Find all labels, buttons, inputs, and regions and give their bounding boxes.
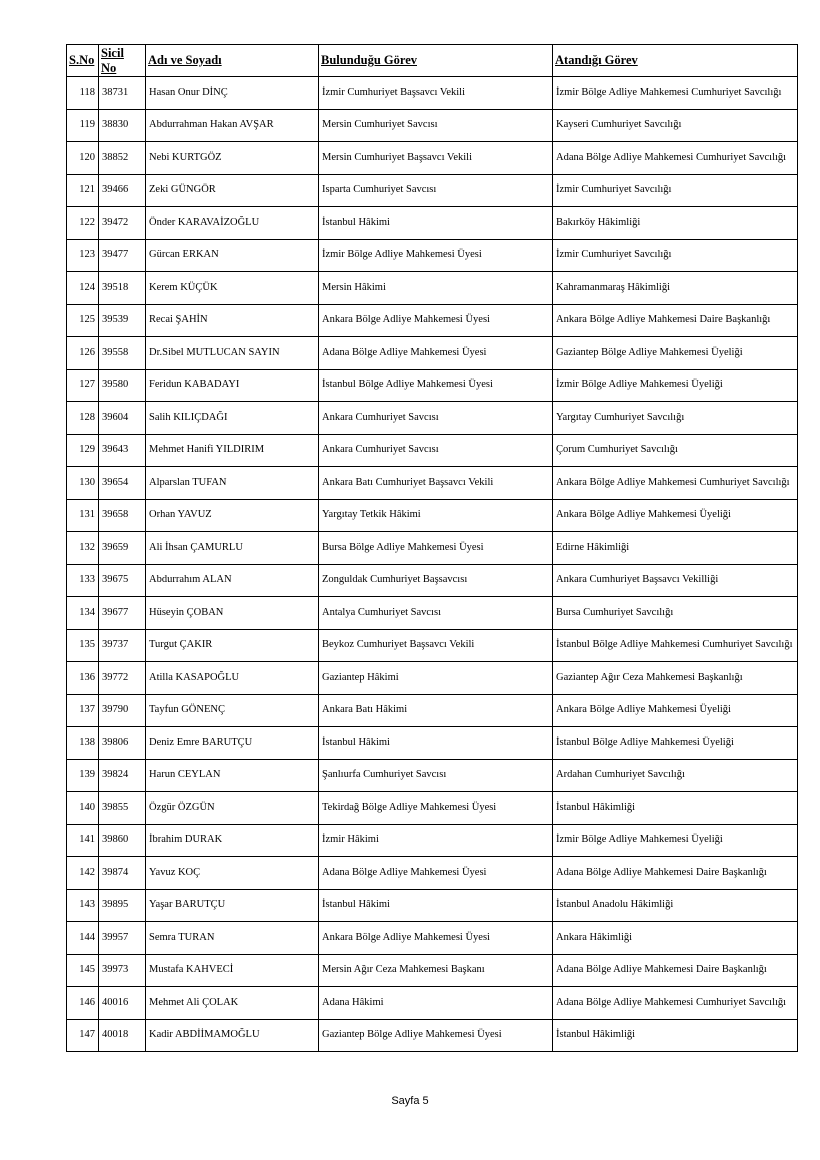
cell-assigned-post: Gaziantep Bölge Adliye Mahkemesi Üyeliği <box>553 337 798 370</box>
cell-name: Mehmet Hanifi YILDIRIM <box>146 434 319 467</box>
header-sno: S.No <box>67 45 99 77</box>
cell-name: Hüseyin ÇOBAN <box>146 597 319 630</box>
cell-name: Feridun KABADAYI <box>146 369 319 402</box>
cell-sno: 125 <box>67 304 99 337</box>
cell-current-post: Ankara Bölge Adliye Mahkemesi Üyesi <box>319 922 553 955</box>
cell-assigned-post: Adana Bölge Adliye Mahkemesi Cumhuriyet Savcılığı <box>553 987 798 1020</box>
cell-assigned-post: Kayseri Cumhuriyet Savcılığı <box>553 109 798 142</box>
cell-sicil: 38731 <box>99 77 146 110</box>
cell-sicil: 39973 <box>99 954 146 987</box>
cell-current-post: Mersin Cumhuriyet Başsavcı Vekili <box>319 142 553 175</box>
table-row <box>67 629 798 662</box>
cell-assigned-post: Bakırköy Hâkimliği <box>553 207 798 240</box>
cell-sicil: 39737 <box>99 629 146 662</box>
cell-name: Deniz Emre BARUTÇU <box>146 727 319 760</box>
cell-sno: 136 <box>67 662 99 695</box>
cell-sicil: 39860 <box>99 824 146 857</box>
cell-sno: 133 <box>67 564 99 597</box>
cell-name: Abdurrahman Hakan AVŞAR <box>146 109 319 142</box>
cell-sno: 122 <box>67 207 99 240</box>
cell-sno: 130 <box>67 467 99 500</box>
table-row <box>67 207 798 240</box>
cell-current-post: Adana Hâkimi <box>319 987 553 1020</box>
cell-assigned-post: İstanbul Hâkimliği <box>553 1019 798 1052</box>
cell-current-post: İstanbul Bölge Adliye Mahkemesi Üyesi <box>319 369 553 402</box>
cell-name: İbrahim DURAK <box>146 824 319 857</box>
cell-sicil: 39558 <box>99 337 146 370</box>
cell-sicil: 39824 <box>99 759 146 792</box>
cell-name: Orhan YAVUZ <box>146 499 319 532</box>
cell-sno: 121 <box>67 174 99 207</box>
table-row <box>67 759 798 792</box>
cell-sicil: 39580 <box>99 369 146 402</box>
cell-sno: 128 <box>67 402 99 435</box>
cell-sicil: 39477 <box>99 239 146 272</box>
table-row <box>67 434 798 467</box>
cell-assigned-post: İzmir Bölge Adliye Mahkemesi Üyeliği <box>553 369 798 402</box>
table-row <box>67 792 798 825</box>
cell-current-post: Adana Bölge Adliye Mahkemesi Üyesi <box>319 337 553 370</box>
table-row <box>67 824 798 857</box>
cell-assigned-post: Ankara Bölge Adliye Mahkemesi Üyeliği <box>553 694 798 727</box>
cell-name: Alparslan TUFAN <box>146 467 319 500</box>
cell-assigned-post: Bursa Cumhuriyet Savcılığı <box>553 597 798 630</box>
cell-sno: 123 <box>67 239 99 272</box>
cell-assigned-post: Yargıtay Cumhuriyet Savcılığı <box>553 402 798 435</box>
cell-name: Nebi KURTGÖZ <box>146 142 319 175</box>
cell-name: Hasan Onur DİNÇ <box>146 77 319 110</box>
table-row <box>67 239 798 272</box>
page-number: Sayfa 5 <box>391 1095 429 1107</box>
cell-current-post: Tekirdağ Bölge Adliye Mahkemesi Üyesi <box>319 792 553 825</box>
cell-sno: 120 <box>67 142 99 175</box>
cell-sicil: 39518 <box>99 272 146 305</box>
cell-sno: 134 <box>67 597 99 630</box>
cell-name: Tayfun GÖNENÇ <box>146 694 319 727</box>
header-current-post: Bulunduğu Görev <box>319 45 553 77</box>
table-row <box>67 564 798 597</box>
cell-current-post: Adana Bölge Adliye Mahkemesi Üyesi <box>319 857 553 890</box>
table-row <box>67 662 798 695</box>
cell-sicil: 39895 <box>99 889 146 922</box>
cell-sicil: 39790 <box>99 694 146 727</box>
cell-name: Atilla KASAPOĞLU <box>146 662 319 695</box>
cell-sicil: 40018 <box>99 1019 146 1052</box>
cell-sicil: 39466 <box>99 174 146 207</box>
table-row <box>67 77 798 110</box>
table-row <box>67 174 798 207</box>
table-row <box>67 402 798 435</box>
table-row <box>67 889 798 922</box>
cell-assigned-post: Çorum Cumhuriyet Savcılığı <box>553 434 798 467</box>
cell-name: Mustafa KAHVECİ <box>146 954 319 987</box>
cell-sno: 140 <box>67 792 99 825</box>
cell-current-post: Mersin Cumhuriyet Savcısı <box>319 109 553 142</box>
cell-name: Abdurrahım ALAN <box>146 564 319 597</box>
cell-current-post: Beykoz Cumhuriyet Başsavcı Vekili <box>319 629 553 662</box>
cell-sicil: 39643 <box>99 434 146 467</box>
table-row <box>67 337 798 370</box>
table-row <box>67 1019 798 1052</box>
cell-sicil: 39604 <box>99 402 146 435</box>
cell-sno: 145 <box>67 954 99 987</box>
cell-assigned-post: İzmir Bölge Adliye Mahkemesi Cumhuriyet Savcılığı <box>553 77 798 110</box>
cell-sno: 129 <box>67 434 99 467</box>
cell-sicil: 39654 <box>99 467 146 500</box>
table-row <box>67 369 798 402</box>
cell-sno: 126 <box>67 337 99 370</box>
table-row <box>67 304 798 337</box>
cell-current-post: İzmir Bölge Adliye Mahkemesi Üyesi <box>319 239 553 272</box>
cell-assigned-post: İstanbul Bölge Adliye Mahkemesi Cumhuriyet Savcılığı <box>553 629 798 662</box>
table-row <box>67 142 798 175</box>
cell-name: Özgür ÖZGÜN <box>146 792 319 825</box>
cell-assigned-post: Ankara Bölge Adliye Mahkemesi Daire Başkanlığı <box>553 304 798 337</box>
table-row <box>67 272 798 305</box>
cell-sno: 144 <box>67 922 99 955</box>
cell-sno: 119 <box>67 109 99 142</box>
cell-sicil: 39472 <box>99 207 146 240</box>
cell-assigned-post: İstanbul Anadolu Hâkimliği <box>553 889 798 922</box>
cell-sicil: 39806 <box>99 727 146 760</box>
cell-sicil: 39539 <box>99 304 146 337</box>
cell-name: Salih KILIÇDAĞI <box>146 402 319 435</box>
cell-current-post: Yargıtay Tetkik Hâkimi <box>319 499 553 532</box>
cell-sno: 141 <box>67 824 99 857</box>
cell-sno: 143 <box>67 889 99 922</box>
cell-current-post: Ankara Batı Hâkimi <box>319 694 553 727</box>
cell-assigned-post: Ankara Hâkimliği <box>553 922 798 955</box>
cell-name: Turgut ÇAKIR <box>146 629 319 662</box>
table-row <box>67 532 798 565</box>
cell-sno: 131 <box>67 499 99 532</box>
cell-name: Gürcan ERKAN <box>146 239 319 272</box>
cell-name: Mehmet Ali ÇOLAK <box>146 987 319 1020</box>
cell-current-post: Ankara Cumhuriyet Savcısı <box>319 402 553 435</box>
cell-name: Yavuz KOÇ <box>146 857 319 890</box>
cell-sno: 142 <box>67 857 99 890</box>
cell-sicil: 39675 <box>99 564 146 597</box>
cell-current-post: Gaziantep Hâkimi <box>319 662 553 695</box>
cell-name: Zeki GÜNGÖR <box>146 174 319 207</box>
cell-current-post: Zonguldak Cumhuriyet Başsavcısı <box>319 564 553 597</box>
cell-assigned-post: Adana Bölge Adliye Mahkemesi Daire Başkanlığı <box>553 857 798 890</box>
cell-assigned-post: Ankara Bölge Adliye Mahkemesi Cumhuriyet Savcılığı <box>553 467 798 500</box>
cell-sno: 137 <box>67 694 99 727</box>
cell-assigned-post: Gaziantep Ağır Ceza Mahkemesi Başkanlığı <box>553 662 798 695</box>
cell-assigned-post: Ardahan Cumhuriyet Savcılığı <box>553 759 798 792</box>
cell-assigned-post: Adana Bölge Adliye Mahkemesi Cumhuriyet Savcılığı <box>553 142 798 175</box>
cell-sno: 146 <box>67 987 99 1020</box>
cell-sno: 147 <box>67 1019 99 1052</box>
cell-assigned-post: İzmir Bölge Adliye Mahkemesi Üyeliği <box>553 824 798 857</box>
cell-sno: 118 <box>67 77 99 110</box>
cell-assigned-post: Adana Bölge Adliye Mahkemesi Daire Başkanlığı <box>553 954 798 987</box>
cell-sicil: 39957 <box>99 922 146 955</box>
cell-current-post: Şanlıurfa Cumhuriyet Savcısı <box>319 759 553 792</box>
cell-current-post: İstanbul Hâkimi <box>319 889 553 922</box>
cell-name: Semra TURAN <box>146 922 319 955</box>
cell-sicil: 40016 <box>99 987 146 1020</box>
cell-name: Yaşar BARUTÇU <box>146 889 319 922</box>
table-header-row <box>67 45 798 77</box>
cell-current-post: Ankara Batı Cumhuriyet Başsavcı Vekili <box>319 467 553 500</box>
cell-assigned-post: Edirne Hâkimliği <box>553 532 798 565</box>
cell-name: Kerem KÜÇÜK <box>146 272 319 305</box>
header-assigned-post: Atandığı Görev <box>553 45 798 77</box>
cell-name: Dr.Sibel MUTLUCAN SAYIN <box>146 337 319 370</box>
cell-current-post: Isparta Cumhuriyet Savcısı <box>319 174 553 207</box>
cell-assigned-post: Kahramanmaraş Hâkimliği <box>553 272 798 305</box>
cell-sno: 139 <box>67 759 99 792</box>
cell-current-post: İstanbul Hâkimi <box>319 727 553 760</box>
cell-assigned-post: İstanbul Bölge Adliye Mahkemesi Üyeliği <box>553 727 798 760</box>
cell-current-post: Gaziantep Bölge Adliye Mahkemesi Üyesi <box>319 1019 553 1052</box>
cell-sicil: 39874 <box>99 857 146 890</box>
cell-sicil: 39658 <box>99 499 146 532</box>
cell-name: Recai ŞAHİN <box>146 304 319 337</box>
cell-current-post: Bursa Bölge Adliye Mahkemesi Üyesi <box>319 532 553 565</box>
cell-assigned-post: İstanbul Hâkimliği <box>553 792 798 825</box>
cell-name: Ali İhsan ÇAMURLU <box>146 532 319 565</box>
cell-sicil: 39855 <box>99 792 146 825</box>
cell-current-post: İzmir Cumhuriyet Başsavcı Vekili <box>319 77 553 110</box>
cell-name: Harun CEYLAN <box>146 759 319 792</box>
cell-current-post: Mersin Ağır Ceza Mahkemesi Başkanı <box>319 954 553 987</box>
cell-current-post: Ankara Bölge Adliye Mahkemesi Üyesi <box>319 304 553 337</box>
cell-sno: 132 <box>67 532 99 565</box>
cell-sicil: 39677 <box>99 597 146 630</box>
cell-sicil: 38830 <box>99 109 146 142</box>
cell-assigned-post: Ankara Bölge Adliye Mahkemesi Üyeliği <box>553 499 798 532</box>
table-row <box>67 857 798 890</box>
cell-current-post: Antalya Cumhuriyet Savcısı <box>319 597 553 630</box>
cell-sno: 124 <box>67 272 99 305</box>
cell-current-post: İzmir Hâkimi <box>319 824 553 857</box>
table-row <box>67 954 798 987</box>
cell-name: Önder KARAVAİZOĞLU <box>146 207 319 240</box>
table-row <box>67 597 798 630</box>
cell-sicil: 39659 <box>99 532 146 565</box>
table-row <box>67 727 798 760</box>
cell-sicil: 39772 <box>99 662 146 695</box>
cell-sno: 135 <box>67 629 99 662</box>
table-row <box>67 987 798 1020</box>
table-row <box>67 694 798 727</box>
header-sicil: Sicil No <box>99 45 146 77</box>
cell-current-post: Mersin Hâkimi <box>319 272 553 305</box>
cell-sicil: 38852 <box>99 142 146 175</box>
table-body <box>67 77 798 1052</box>
table-row <box>67 109 798 142</box>
cell-assigned-post: Ankara Cumhuriyet Başsavcı Vekilliği <box>553 564 798 597</box>
table-row <box>67 467 798 500</box>
appointment-table <box>66 44 798 1052</box>
cell-name: Kadir ABDİİMAMOĞLU <box>146 1019 319 1052</box>
cell-current-post: İstanbul Hâkimi <box>319 207 553 240</box>
table-row <box>67 922 798 955</box>
cell-sno: 138 <box>67 727 99 760</box>
cell-sno: 127 <box>67 369 99 402</box>
table-row <box>67 499 798 532</box>
cell-assigned-post: İzmir Cumhuriyet Savcılığı <box>553 174 798 207</box>
cell-current-post: Ankara Cumhuriyet Savcısı <box>319 434 553 467</box>
header-name: Adı ve Soyadı <box>146 45 319 77</box>
cell-assigned-post: İzmir Cumhuriyet Savcılığı <box>553 239 798 272</box>
